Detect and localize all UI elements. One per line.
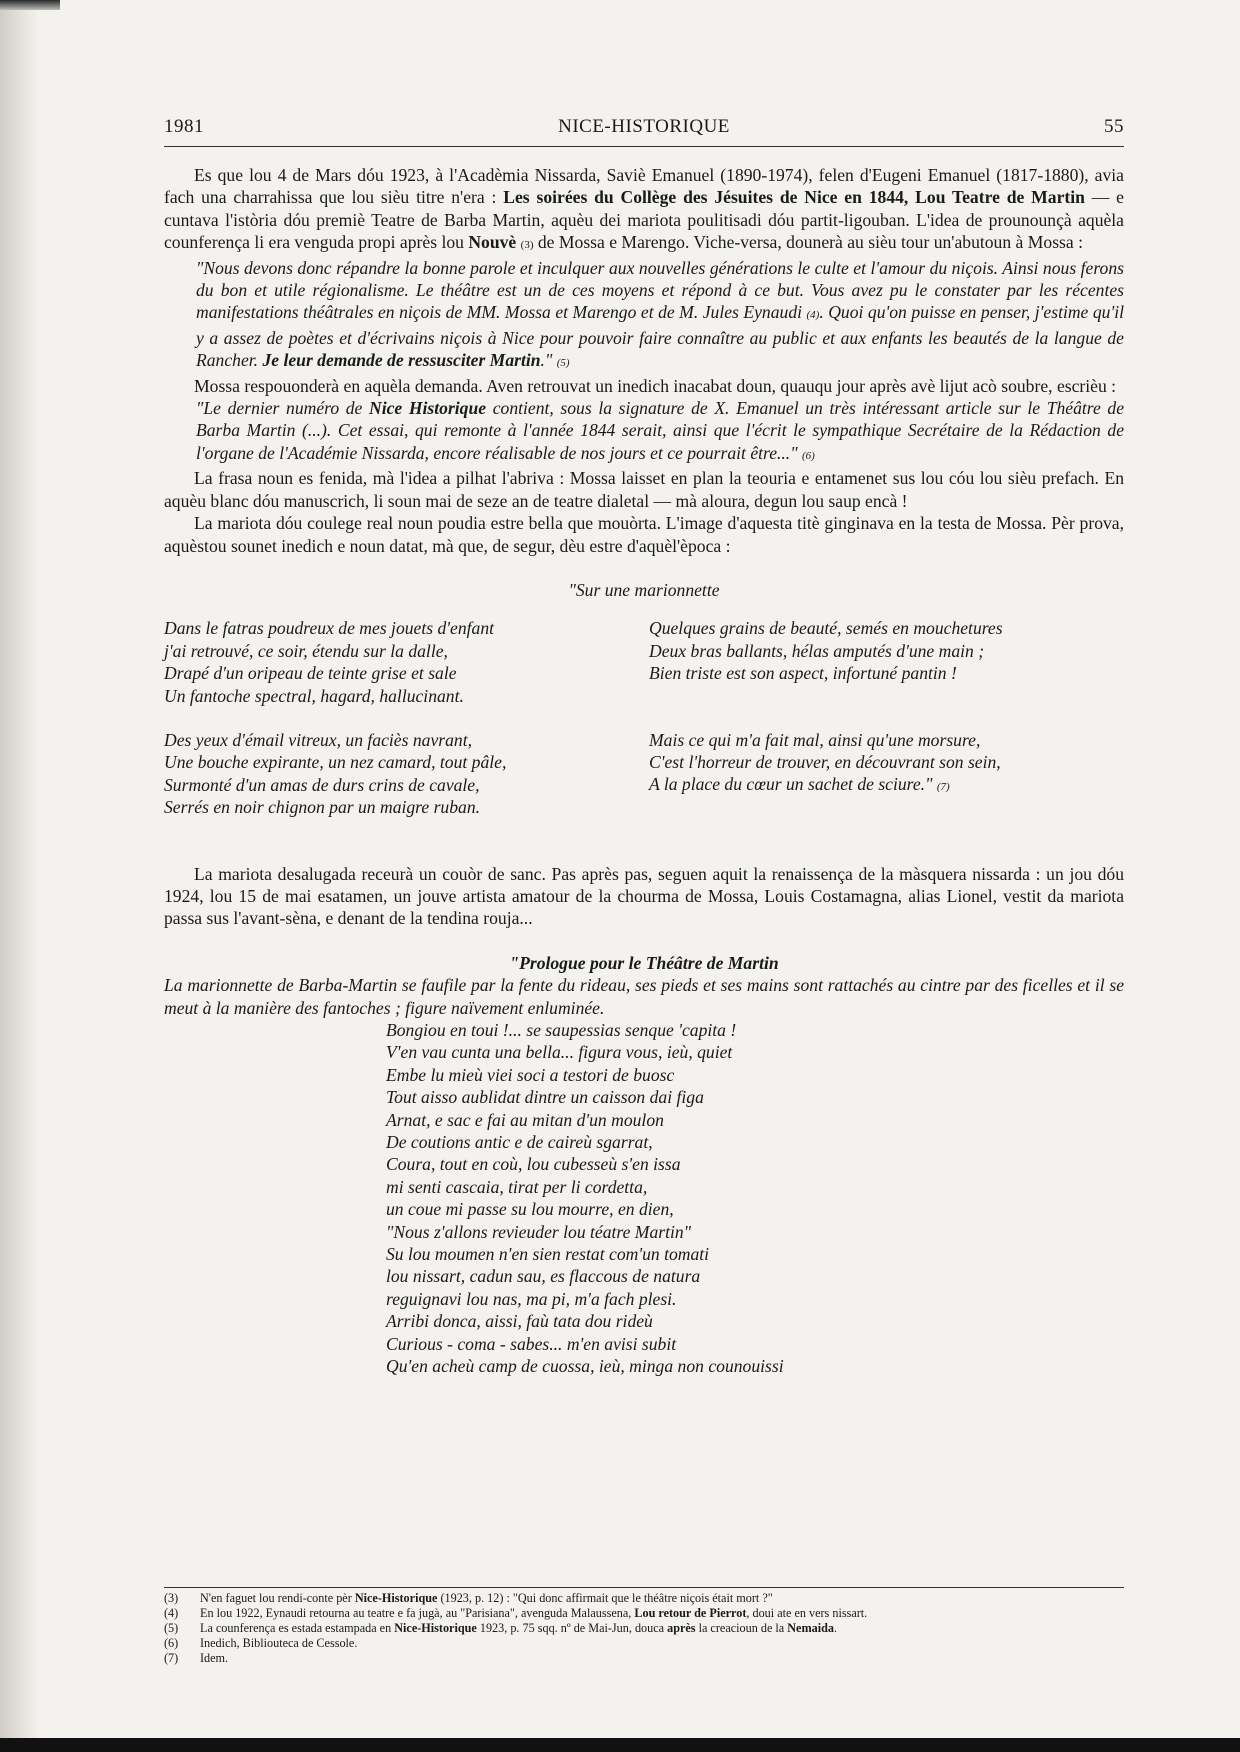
footnote-number: (5)	[164, 1621, 179, 1635]
verse-line: j'ai retrouvé, ce soir, étendu sur la dalle,	[164, 640, 448, 661]
text-span: N'en faguet lou rendi-conte pèr	[200, 1591, 355, 1605]
quote-2	[164, 397, 1124, 467]
footnote-ref: (6)	[802, 449, 815, 462]
footnote	[164, 1621, 1124, 1636]
text-span: .	[833, 1621, 838, 1635]
verse-line: Une bouche expirante, un nez camard, tout pâle,	[164, 752, 507, 773]
verse-line: "Nous z'allons revieuder lou téatre Martin"	[386, 1221, 692, 1242]
verse-line: V'en vau cunta una bella... figura vous, ieù, quiet	[386, 1042, 733, 1063]
footnote	[164, 1606, 1124, 1621]
prologue-title: "Prologue pour le Théâtre de Martin	[509, 952, 779, 973]
footnotes	[164, 1587, 1124, 1666]
sonnet-right-column	[649, 617, 1124, 840]
footnote-text: Idem.	[200, 1651, 229, 1665]
text-span: — e cuntava l'istòria dóu premiè Teatre de Barba Martin, aquèu dei mariota poulitisadi dóu partit-ligouban. L'idea de prounounçà aquèla counferença li era venguda propi après lou	[164, 187, 1124, 253]
footnote-text: Inedich, Bibliouteca de Cessole.	[200, 1636, 358, 1650]
verse-line: Bien triste est son aspect, infortuné pantin !	[649, 663, 957, 684]
verse-line: Tout aisso aublidat dintre un caisson dai figa	[386, 1087, 704, 1108]
footnote-number: (6)	[164, 1636, 179, 1650]
prologue-verses	[164, 1019, 1124, 1378]
text-span: . Quoi qu'on puisse en penser, j'estime qu'il y a assez de poètes et d'écrivains niçois à Nice pour pouvoir faire connaître au public et aux enfants les beautés de la langue de Rancher.	[196, 302, 1124, 371]
bold-phrase: Je leur demande de ressusciter Martin	[262, 350, 541, 371]
verse-line: Drapé d'un oripeau de teinte grise et sale	[164, 663, 457, 684]
scan-bottom-edge	[0, 1738, 1240, 1752]
paragraph-2: Mossa respouonderà en aquèla demanda. Aven retrouvat un inedich inacabat doun, quauqu jour après avè lijut acò soubre, escrièu :	[194, 375, 1117, 396]
verse-line: lou nissart, cadun sau, es flaccous de natura	[386, 1266, 701, 1287]
verse-line: Surmonté d'un amas de durs crins de cavale,	[164, 774, 480, 795]
paragraph-4: La mariota dóu coulege real noun poudia estre bella que mouòrta. L'image d'aquesta titè ginginava en la testa de Mossa. Pèr prova, aquèstou sounet inedich e noun datat, mà que, de segur, dèu estre d'aquèl'època :	[164, 513, 1124, 556]
verse-line: Arnat, e sac e fai au mitan d'un moulon	[386, 1109, 664, 1130]
footnote-number: (4)	[164, 1606, 179, 1620]
running-header	[164, 116, 1124, 147]
bold-title: Nice-Historique	[354, 1591, 438, 1605]
header-year: 1981	[164, 116, 204, 137]
text-span: "Le dernier numéro de	[196, 398, 369, 419]
verse-line: Bongiou en toui !... se saupessias senque 'capita !	[386, 1020, 737, 1040]
sonnet-left-column	[164, 617, 649, 840]
paragraph-5: La mariota desalugada receurà un couòr de sanc. Pas après pas, seguen aquit la renaissença de la màsquera nissarda : un jou dóu 1924, lou 15 de mai esatamen, un jouve artista amatour de la chourma de Mossa, Louis Costamagna, alias Lionel, vestit da mariota passa sus l'avant-sèna, e denant de la tendina rouja...	[164, 863, 1124, 929]
footnote-text	[200, 1591, 1124, 1606]
sonnet	[164, 617, 1124, 840]
bold-title: Nice Historique	[369, 398, 487, 419]
verse-line: Serrés en noir chignon par un maigre ruban.	[164, 797, 481, 818]
verse-line: un coue mi passe su lou mourre, en dien,	[386, 1199, 674, 1220]
verse-line: De coutions antic e de caireù sgarrat,	[386, 1132, 653, 1153]
bold-word: après	[667, 1621, 696, 1635]
scan-corner-mark	[0, 0, 60, 10]
footnote-ref: (4)	[806, 309, 820, 322]
bold-title: Les soirées du Collège des Jésuites de Nice en 1844, Lou Teatre de Martin	[503, 187, 1085, 208]
footnote	[164, 1591, 1124, 1606]
verse-line: Embe lu mieù viei soci a testori de buosc	[386, 1064, 675, 1085]
verse-line: C'est l'horreur de trouver, en découvrant son sein,	[649, 751, 1001, 772]
verse-line: Des yeux d'émail vitreux, un faciès navrant,	[164, 729, 472, 750]
poem-title: "Sur une marionnette	[568, 579, 720, 600]
text-span: (1923, p. 12) : "Qui donc affirmait que le théâtre niçois était mort ?"	[437, 1591, 773, 1605]
text-span: , doui ate en vers nissart.	[746, 1606, 868, 1620]
quatrain-2	[164, 729, 649, 819]
verse-line: Su lou moumen n'en sien restat com'un tomati	[386, 1244, 710, 1265]
verse-line: Deux bras ballants, hélas amputés d'une main ;	[649, 640, 985, 661]
text-span: ."	[540, 350, 557, 371]
quote-1	[164, 257, 1124, 375]
text-span: 1923, p. 75 sqq. nº de Mai-Jun, douca	[476, 1621, 668, 1635]
article-body	[164, 164, 1124, 1378]
page-number: 55	[1104, 116, 1124, 137]
verse-line: Curious - coma - sabes... m'en avisi subit	[386, 1333, 677, 1354]
footnote-text	[200, 1606, 1124, 1621]
footnote-ref: (3)	[520, 239, 534, 252]
verse-line: Mais ce qui m'a fait mal, ainsi qu'une morsure,	[649, 729, 981, 750]
footnote-number: (3)	[164, 1591, 179, 1605]
text-span: contient, sous la signature de X. Emanuel un très intéressant article sur le Théâtre de Barba Martin (...). Cet essai, qui remonte à l'année 1844 serait, ainsi que l'écrit le sympathique Secrétaire de la Rédaction de l'organe de l'Académie Nissarda, encore réalisable de nos jours et ce pourrait être..."	[196, 398, 1125, 463]
footnote-ref: (7)	[936, 781, 950, 794]
text-span: la creacioun de la	[695, 1621, 788, 1635]
text-span: A la place du cœur un sachet de sciure."	[649, 774, 937, 795]
paragraph-3: La frasa noun es fenida, mà l'idea a pilhat l'abriva : Mossa laisset en plan la teouria e entamenet sus lou cóu lou sièu prefach. En aquèu blanc dóu manuscrich, li soun mai de seze an de teatre dialetal — mà aloura, degun lou saup encà !	[164, 468, 1124, 511]
verse-line: Qu'en acheù camp de cuossa, ieù, minga non counouissi	[386, 1356, 784, 1377]
text-span: de Mossa e Marengo. Viche-versa, dounerà au sièu tour un'abutoun à Mossa :	[533, 232, 1083, 253]
verse-line	[649, 773, 1124, 798]
bold-title: Lou retour de Pierrot	[634, 1606, 747, 1620]
stage-direction: La marionnette de Barba-Martin se faufile par la fente du rideau, ses pieds et ses mains sont rattachés au cintre par des ficelles et il se meut à la manière des fantoches ; figure naïvement enluminée.	[164, 975, 1124, 1018]
footnote-ref: (5)	[556, 357, 570, 370]
quatrain-1	[164, 617, 649, 707]
bold-title: Nice-Historique	[394, 1621, 477, 1635]
verse-line: Quelques grains de beauté, semés en mouchetures	[649, 618, 1003, 639]
paragraph-1	[164, 164, 1124, 257]
binding-shadow	[0, 0, 38, 1752]
bold-word: Nouvè	[468, 232, 517, 253]
text-span: "Nous devons donc répandre la bonne parole et inculquer aux nouvelles générations le culte et l'amour du niçois. Ainsi nous ferons du bon et utile régionalisme. Le théâtre est un de ces moyens et répond à ce but. Vous avez pu le constater par les récentes manifestations théâtrales en niçois de MM. Mossa et Marengo et de M. Jules Eynaudi	[196, 257, 1124, 323]
tercet-2	[649, 729, 1124, 799]
text-span: Es que lou 4 de Mars dóu 1923, à l'Acadèmia Nissarda, Saviè Emanuel (1890-1974), felen d'Eugeni Emanuel (1817-1880), avia fach una charrahissa que lou sièu titre n'era :	[164, 165, 1124, 208]
verse-line: Coura, tout en coù, lou cubesseù s'en issa	[386, 1154, 681, 1175]
text-span: La counferença es estada estampada en	[200, 1621, 395, 1635]
verse-line: mi senti cascaia, tirat per li cordetta,	[386, 1176, 648, 1197]
bold-word: Nemaida	[787, 1621, 834, 1635]
footnote	[164, 1636, 1124, 1651]
text-span: En lou 1922, Eynaudi retourna au teatre e fa jugà, au "Parisiana", avenguda Malaussena,	[200, 1606, 635, 1620]
footnote-number: (7)	[164, 1651, 179, 1665]
footnote	[164, 1651, 1124, 1666]
verse-line: Dans le fatras poudreux de mes jouets d'enfant	[164, 618, 495, 639]
verse-line: reguignavi lou nas, ma pi, m'a fach plesi.	[386, 1288, 677, 1309]
verse-line: Arribi donca, aissi, faù tata dou rideù	[386, 1311, 653, 1332]
verse-line: Un fantoche spectral, hagard, hallucinant.	[164, 685, 464, 706]
header-title: NICE-HISTORIQUE	[558, 116, 730, 137]
footnote-text	[200, 1621, 1124, 1636]
tercet-1	[649, 617, 1124, 684]
